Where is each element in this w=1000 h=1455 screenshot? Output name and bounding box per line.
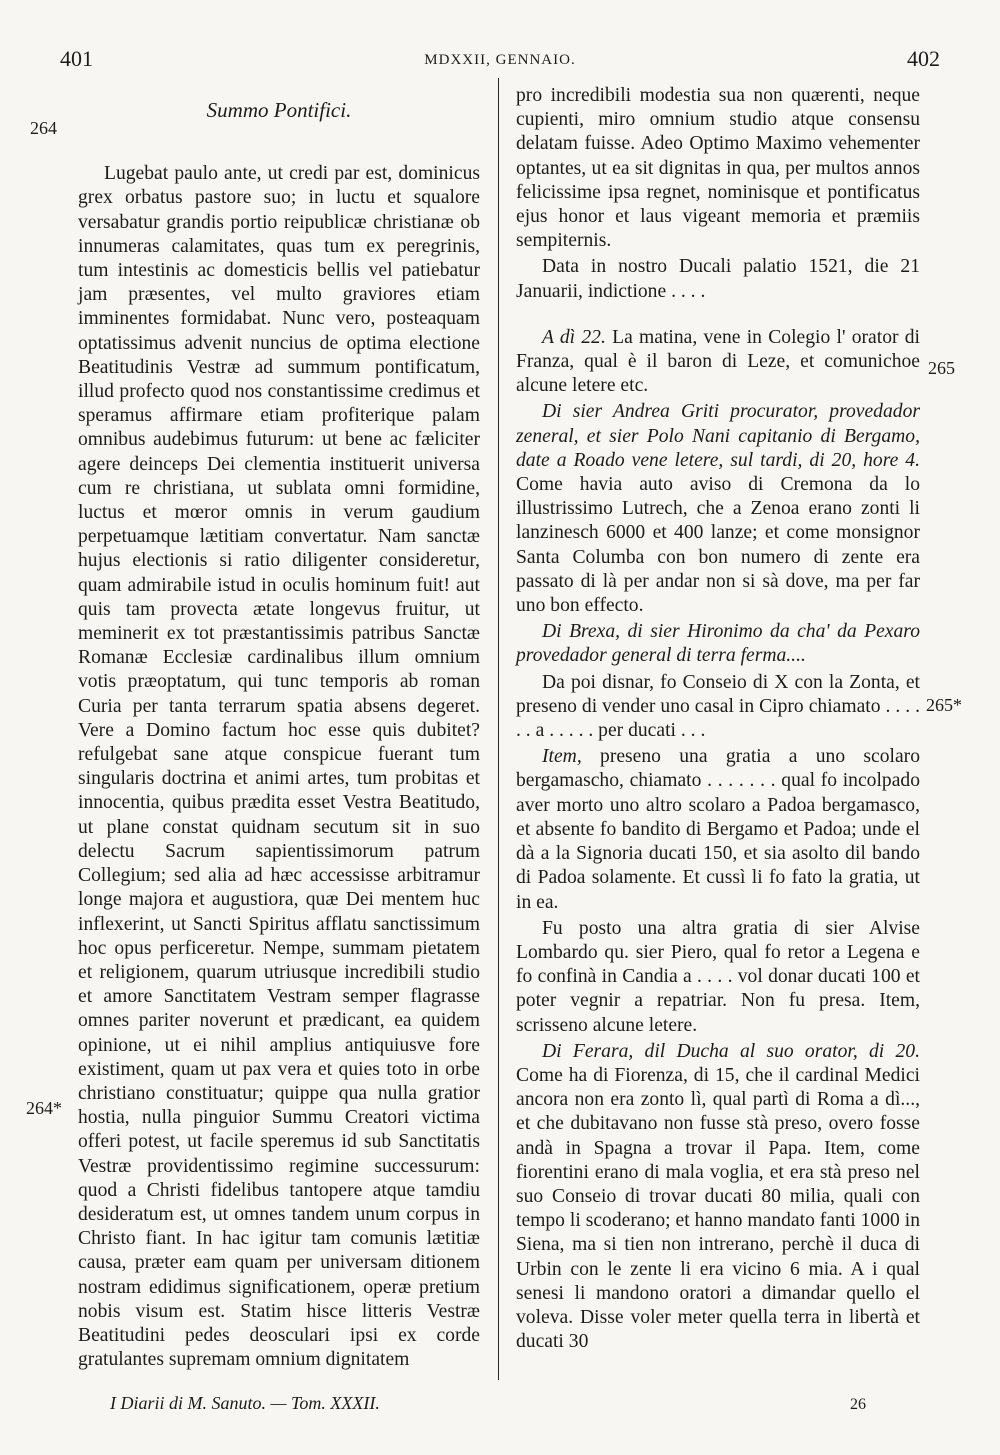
paragraph: Di sier Andrea Griti procurator, provedador zeneral, et sier Polo Nani capitanio di Bergamo, date a Roado vene letere, sul tardi, di 20, hore 4. Come havia auto aviso di Cremona da lo illustrissimo Lutrech, che a Zenoa erano zonti li lanzinesch 6000 et 400 lanze; et come monsignor Santa Columba con bon numero di zente era passato di là per andar non si sà dove, ma per far uno bon effecto. — [516, 401, 920, 617]
page-number-right: 402 — [907, 46, 940, 71]
margin-number-right-top: 265 — [928, 358, 955, 378]
letter-heading: Summo Pontifici. — [206, 98, 352, 122]
paragraph: Item, preseno una gratia a uno scolaro bergamascho, chiamato . . . . . . . qual fo incolpado aver morto uno altro scolaro a Padoa bergamasco, et absente fo bandito di Bergamo et Padoa; unde el dà a la Signoria ducati 150, et sia asolto dil bando di Padoa solamente. Et cussì li fo fato la gratia, ut in ea. — [516, 746, 920, 913]
paragraph: Fu posto una altra gratia di sier Alvise Lombardo qu. sier Piero, qual fo retor a Legena e fo confinà in Candia a . . . . vol donar ducati 100 et poter vegnir a repatriar. Non fu presa. Item, scrisseno alcune letere. — [516, 917, 920, 1036]
paragraph: Data in nostro Ducali palatio 1521, die 21 Januarii, indictione . . . . — [516, 256, 920, 302]
footer-source: I Diarii di M. Sanuto. — Tom. XXXII. — [110, 1393, 380, 1413]
paragraph: Di Ferara, dil Ducha al suo orator, di 20. Come ha di Fiorenza, di 15, che il cardinal Medici ancora non era zonto lì, qual partì di Roma a dì..., et che dubitavano non fusse stà preso, overo fosse andà in Spagna a trovar il Papa. Item, come fiorentini erano di mala voglia, et era stà preso nel suo Conseio di trovar ducati 80 milia, quali con tempo li scoderano; et hanno mandato fanti 1000 in Siena, ma si tien non intrerano, perchè il duca di Urbin con le zente li era vicino 6 mia. A i qual senesi li mandono oratori a dimandar quello el voleva. Disse voler meter quella terra in libertà et ducati 30 — [516, 1040, 920, 1353]
running-header: MDXXII, GENNAIO. — [424, 52, 576, 68]
paragraph: A dì 22. La matina, vene in Colegio l' orator di Franza, qual è il baron di Leze, et comunichoe alcune letere etc. — [516, 326, 920, 397]
column-divider — [498, 78, 499, 1380]
letter-body: Lugebat paulo ante, ut credi par est, dominicus grex orbatus pastore suo; in luctu et squalore versabatur grandis portio reipublicæ christianæ ob innumeras calamitates, quas tum ex peregrinis, tum intestinis ac domesticis bellis vel patiebatur jam præsentes, vel multo graviores etiam imminentes formidabat. Nunc vero, posteaquam optatissimus advenit nuncius de optima electione Beatitudinis Vestræ ad summum pontificatum, illud profecto quod nos constantissime credimus et speramus affirmare etiam profiterique palam omnibus audebimus futurum: ut bene ac fæliciter agere deinceps Dei clementia instituerit universa cum re christiana, ut sublata omni formidine, luctus et mœror omnis in verum gaudium perpetuamque lætitiam convertatur. Nam sanctæ hujus electionis si ratio diligenter consideretur, quam admirabile istud in oculis hominum fuit! aut quis tam provecta ætate longevus fruitur, ut meminerit ex tot præstantissimis patribus Sanctæ Romanæ Ecclesiæ cardinalibus illum omnium votis præoptatum, qui tunc temporis ab roman Curia per tanta terrarum spatia absens degeret. Vere a Domino factum hoc esse quis dubitet? refulgebat sane atque conspicue fuerant tum singularis doctrina et animi artes, tum probitas et innocentia, quibus prædita esset Vestra Beatitudo, ut plane constat quidnam secutum sit in suo delectu Sacrum sapientissimorum patrum Collegium; sed alia ad hæc accessisse arbitramur longe majora et augustiora, quæ Dei mentem huc inflexerint, ut Sancti Spiritus afflatu sanctissimum hoc opus perficeretur. Nempe, summam pietatem et religionem, quarum utriusque incredibili studio et amore Sanctitatem Vestram semper flagrasse omnes pariter noverunt et prædicant, ea quidem opinione, ut ei nihil amplius antiquiusve fore existiment, quam ut pax vera et quies toto in orbe christiano constituatur; quippe qua nulla gratior hostia, nulla pinguior Summu Creatori victima offeri potest, ut facile speremus id sub Sanctitatis Vestræ providentissimo regimine successurum: quod a Christi fidelibus tantopere atque tamdiu desideratum est, ut omnes tandem unum corpus in Christo fiant. In hac igitur tam comunis lætitiæ causa, præter eam quam per universam ditionem nostram edidimus significationem, operæ pretium nobis visum est. Statim hisce litteris Vestræ Beatitudini pedes deosculari ipsi ex corde gratulantes supremam omnium dignitatem — [78, 163, 480, 1371]
left-column — [78, 84, 480, 1372]
right-column — [516, 84, 920, 1354]
paragraph: pro incredibili modestia sua non quærenti, neque cupienti, miro omnium studio atque consensu delatam fuisse. Adeo Optimo Maximo vehementer optantes, ut ea sit dignitas in qua, per multos annos felicissime ipsa regnet, nominisque et pontificatus ejus honor et laus vigeant memoria et præmiis sempiternis. — [516, 85, 920, 252]
page-number-left: 401 — [60, 46, 93, 71]
margin-number-left-top: 264 — [30, 118, 57, 138]
paragraph: Di Brexa, di sier Hironimo da cha' da Pexaro provedador general di terra ferma.... — [516, 621, 920, 667]
margin-number-right-bottom: 265* — [926, 695, 962, 715]
signature-mark: 26 — [850, 1396, 866, 1413]
margin-number-left-bottom: 264* — [26, 1098, 62, 1118]
paragraph: Da poi disnar, fo Conseio di X con la Zonta, et preseno di vender uno casal in Cipro chiamato . . . . . . a . . . . . per ducati . . . — [516, 671, 920, 742]
